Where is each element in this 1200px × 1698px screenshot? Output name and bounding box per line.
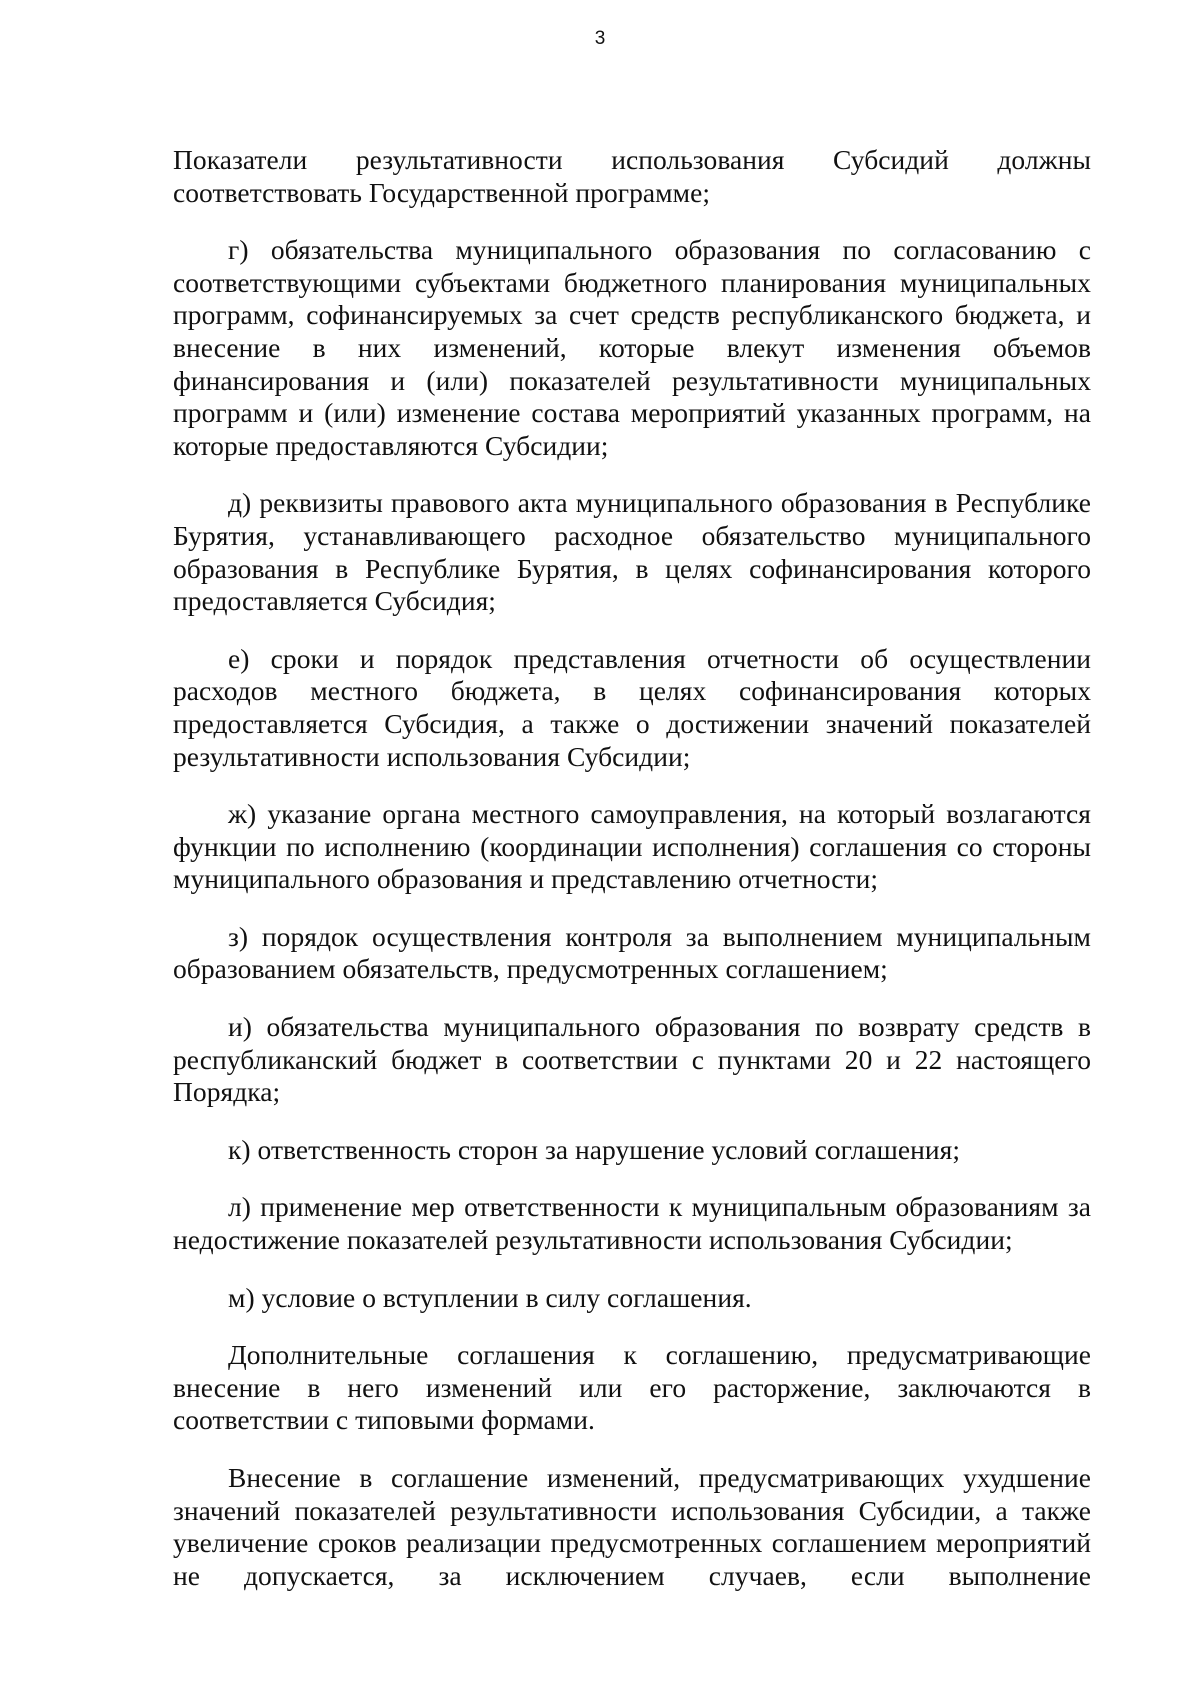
paragraph-item-i: и) обязательства муниципального образования по возврату средств в республиканский бюджет в соответствии с пунктами 20 и 22 настоящего Порядка; [173,1011,1091,1108]
paragraph-additional-agreements: Дополнительные соглашения к соглашению, предусматривающие внесение в него изменений или его расторжение, заключаются в соответствии с типовыми формами. [173,1339,1091,1436]
paragraph-item-l: л) применение мер ответственности к муниципальным образованиям за недостижение показателей результативности использования Субсидии; [173,1191,1091,1256]
paragraph-amendments: Внесение в соглашение изменений, предусматривающих ухудшение значений показателей результативности использования Субсидии, а также увеличение сроков реализации предусмотренных соглашением мероприятий не допускается, за исключением случаев, если выполнение [173,1462,1091,1591]
paragraph-indicators: Показатели результативности использования Субсидий должны соответствовать Государственной программе; [173,144,1091,208]
paragraph-item-zh: ж) указание органа местного самоуправления, на который возлагаются функции по исполнению (координации исполнения) соглашения со стороны муниципального образования и представлению отчетности; [173,798,1091,895]
paragraph-item-m: м) условие о вступлении в силу соглашения. [228,1281,752,1313]
paragraph-item-z: з) порядок осуществления контроля за выполнением муниципальным образованием обязательств, предусмотренных соглашением; [173,920,1091,985]
paragraph-item-g: г) обязательства муниципального образования по согласованию с соответствующими субъектами бюджетного планирования муниципальных программ, софинансируемых за счет средств республиканского бюджета, и внесение в них изменений, которые влекут изменения объемов финансирования и (или) показателей результативности муниципальных программ и (или) изменение состава мероприятий указанных программ, на которые предоставляются Субсидии; [173,234,1091,461]
page-number: 3 [594,28,606,49]
paragraph-item-d: д) реквизиты правового акта муниципального образования в Республике Бурятия, устанавливающего расходное обязательство муниципального образования в Республике Бурятия, в целях софинансирования которого предоставляется Субсидия; [173,487,1091,617]
document-body [173,144,1091,1592]
paragraph-item-e: е) сроки и порядок представления отчетности об осуществлении расходов местного бюджета, в целях софинансирования которых предоставляется Субсидия, а также о достижении значений показателей результативности использования Субсидии; [173,642,1091,772]
paragraph-item-k: к) ответственность сторон за нарушение условий соглашения; [228,1133,961,1165]
